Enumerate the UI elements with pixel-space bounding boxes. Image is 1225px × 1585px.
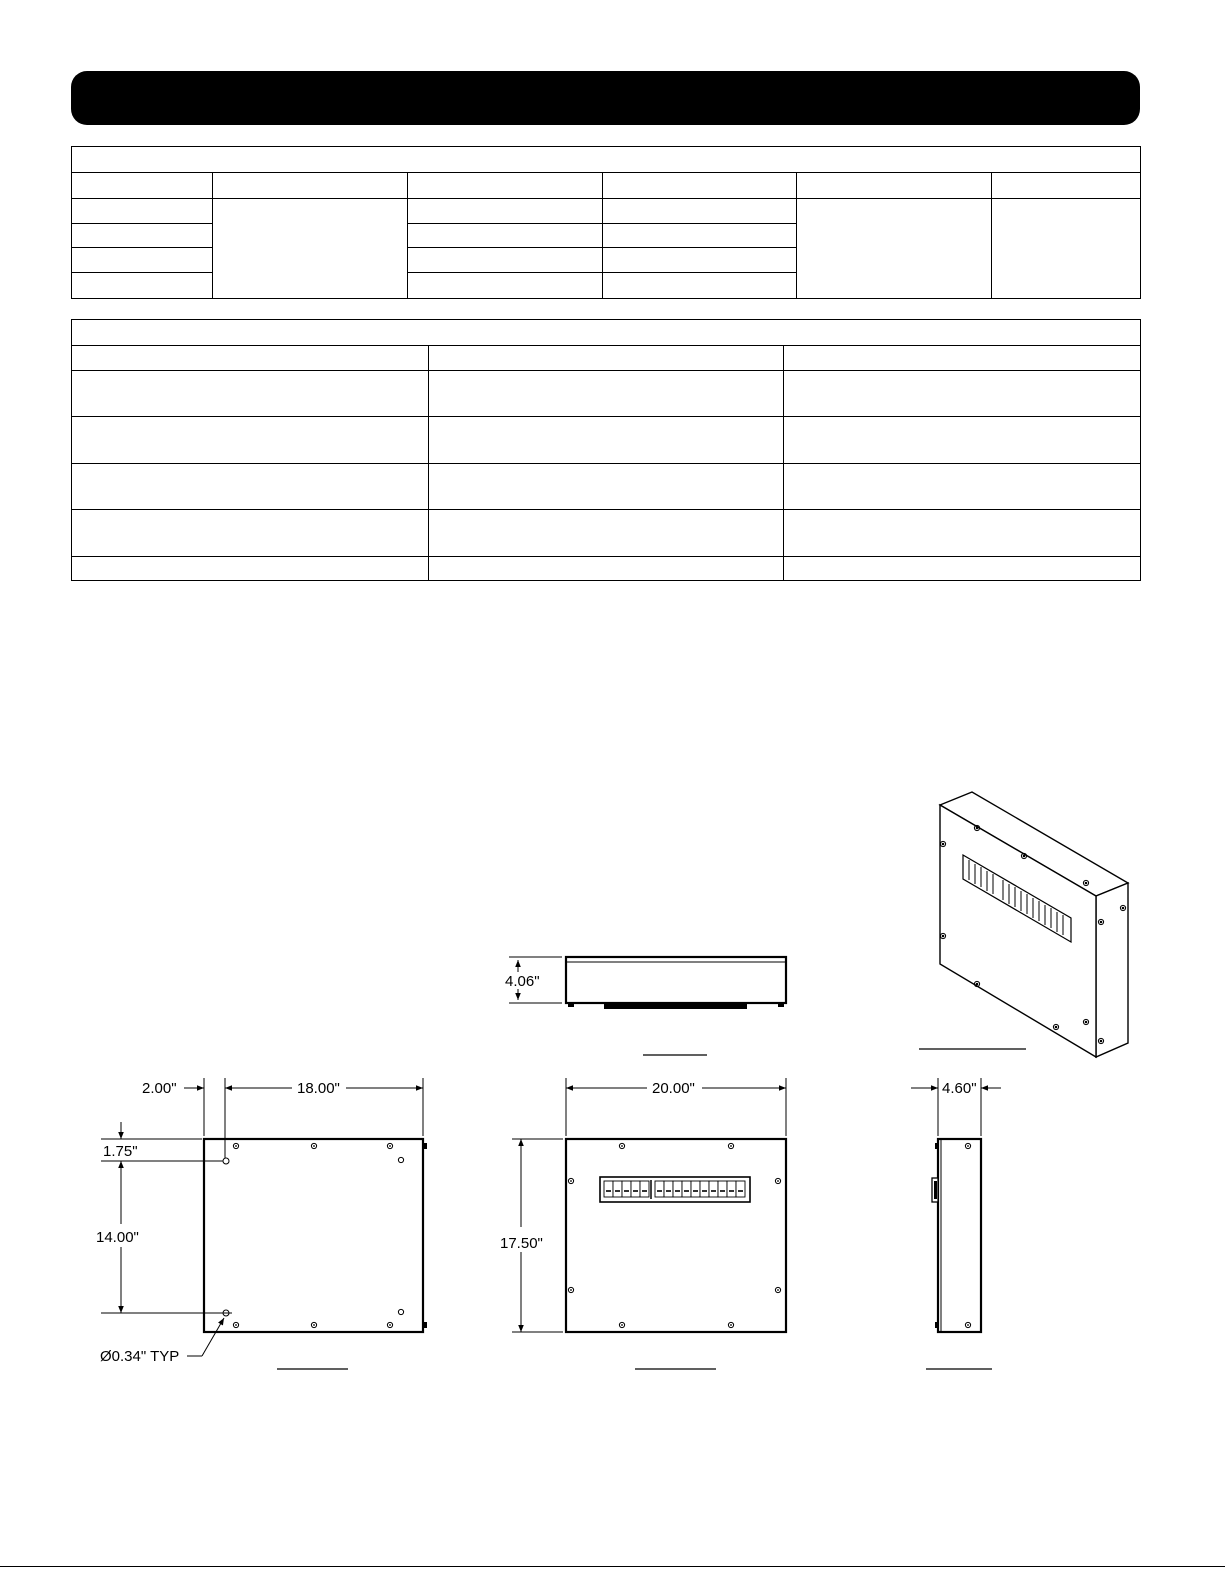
rear-view xyxy=(96,1078,427,1365)
top-view xyxy=(505,957,786,1009)
front-view-height-dim: 17.50" xyxy=(500,1235,543,1252)
rear-view-height-dim: 14.00" xyxy=(96,1229,139,1246)
page-bottom-rule xyxy=(0,1566,1225,1567)
rear-view-offset-x-dim: 2.00" xyxy=(142,1080,177,1097)
side-view xyxy=(911,1078,1001,1332)
side-view-depth-dim: 4.60" xyxy=(942,1080,977,1097)
rear-view-offset-y-dim: 1.75" xyxy=(103,1143,138,1160)
front-view-width-dim: 20.00" xyxy=(652,1080,695,1097)
rear-view-hole-dim: Ø0.34" TYP xyxy=(100,1348,180,1365)
top-view-depth-dim: 4.06" xyxy=(505,973,540,990)
isometric-view xyxy=(940,792,1128,1057)
front-view xyxy=(500,1078,786,1332)
rear-view-width-dim: 18.00" xyxy=(297,1080,340,1097)
